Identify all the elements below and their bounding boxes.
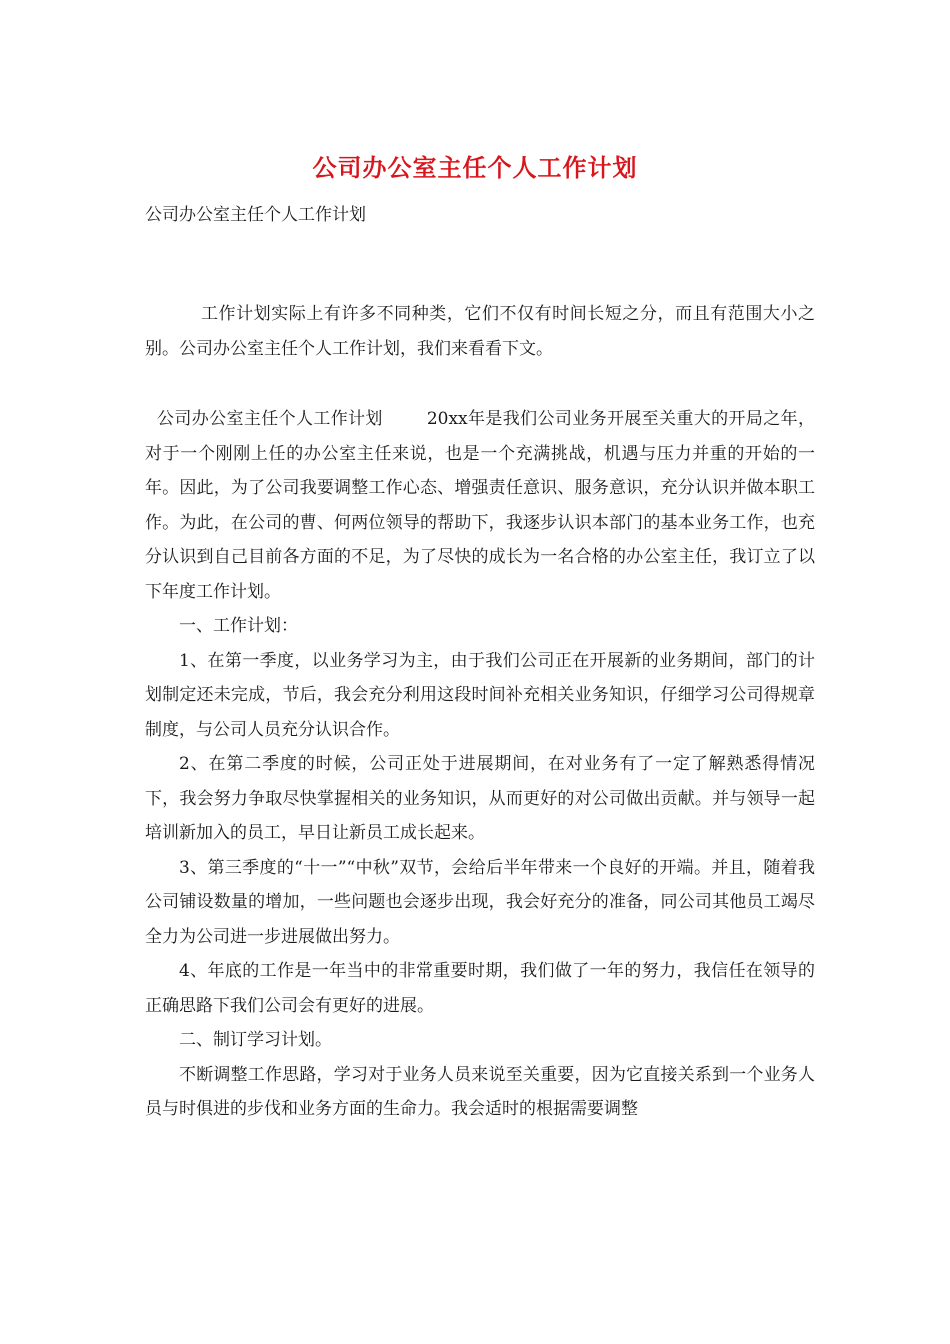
section-heading-study-plan: 二、制订学习计划。 bbox=[179, 1030, 332, 1050]
lead-paragraph bbox=[145, 402, 815, 609]
paragraph-q1: 1、在第一季度，以业务学习为主，由于我们公司正在开展新的业务期间，部门的计划制定还未完成，节后，我会充分利用这段时间补充相关业务知识，仔细学习公司得规章制度，与公司人员充分认识合作。 bbox=[145, 650, 815, 740]
section-heading-work-plan: 一、工作计划： bbox=[179, 616, 298, 636]
lead-body: 20xx年是我们公司业务开展至关重大的开局之年，对于一个刚刚上任的办公室主任来说，也是一个充满挑战，机遇与压力并重的开始的一年。因此，为了公司我要调整工作心态、增强责任意识、服务意识，充分认识并做本职工作。为此，在公司的曹、何两位领导的帮助下，我逐步认识本部门的基本业务工作，也充分认识到自己目前各方面的不足，为了尽快的成长为一名合格的办公室主任，我订立了以下年度工作计划。 bbox=[145, 409, 816, 602]
document-title: 公司办公室主任个人工作计划 bbox=[312, 153, 638, 182]
paragraph-study: 不断调整工作思路，学习对于业务人员来说至关重要，因为它直接关系到一个业务人员与时俱进的步伐和业务方面的生命力。我会适时的根据需要调整 bbox=[145, 1064, 815, 1119]
intro-paragraph: 工作计划实际上有许多不同种类，它们不仅有时间长短之分，而且有范围大小之别。公司办公室主任个人工作计划，我们来看看下文。 bbox=[145, 304, 815, 359]
paragraph-year-end: 4、年底的工作是一年当中的非常重要时期，我们做了一年的努力，我信任在领导的正确思路下我们公司会有更好的进展。 bbox=[145, 961, 815, 1016]
main-content bbox=[145, 402, 815, 1127]
document-subtitle: 公司办公室主任个人工作计划 bbox=[145, 205, 366, 225]
paragraph-q3: 3、第三季度的“十一”“中秋”双节，会给后半年带来一个良好的开端。并且，随着我公司铺设数量的增加，一些问题也会逐步出现，我会好充分的准备，同公司其他员工竭尽全力为公司进一步进展做出努力。 bbox=[145, 857, 815, 947]
lead-heading: 公司办公室主任个人工作计划 bbox=[157, 409, 383, 429]
paragraph-q2: 2、在第二季度的时候，公司正处于进展期间，在对业务有了一定了解熟悉得情况下，我会努力争取尽快掌握相关的业务知识，从而更好的对公司做出贡献。并与领导一起培训新加入的员工，早日让新员工成长起来。 bbox=[145, 754, 815, 843]
